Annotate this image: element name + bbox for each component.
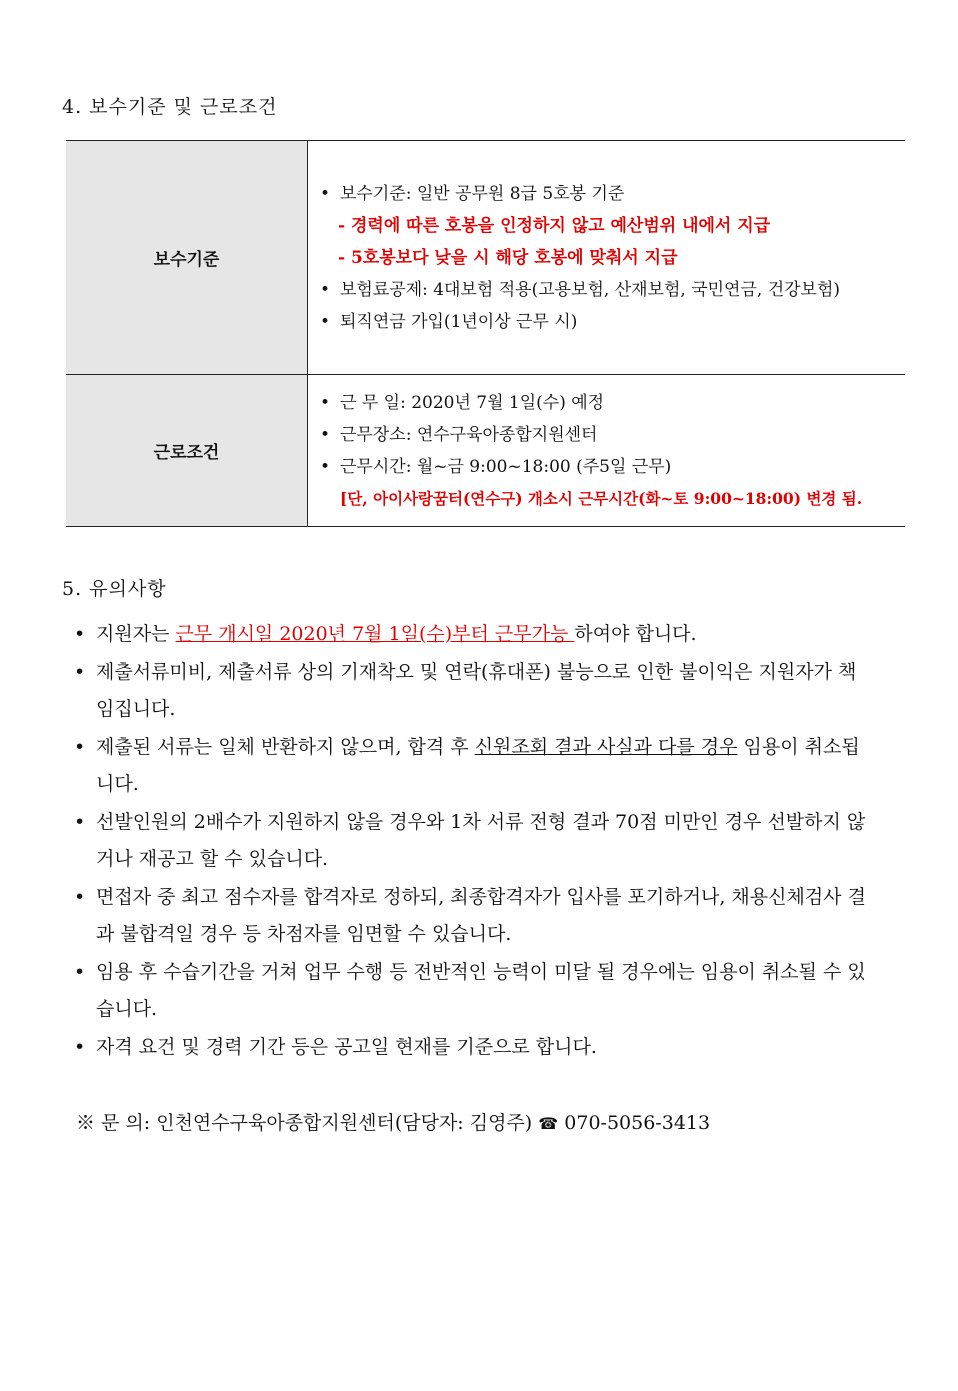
section4-title: 4. 보수기준 및 근로조건	[62, 96, 278, 118]
pay-line: • 보수기준: 일반 공무원 8급 5호봉 기준	[320, 183, 625, 204]
pay-line: • 퇴직연금 가입(1년이상 근무 시)	[320, 311, 578, 332]
telephone-icon: ☎	[538, 1114, 559, 1133]
list-item: • 선발인원의 2배수가 지원하지 않을 경우와 1차 서류 전형 결과 70점 미만인 경우 선발하지 않거나 재공고 할 수 있습니다.	[74, 810, 866, 870]
pay-note: - 5호봉보다 낮을 시 해당 호봉에 맞춰서 지급	[338, 247, 678, 268]
work-line: • 근무시간: 월~금 9:00~18:00 (주5일 근무)	[320, 456, 672, 477]
list-item: • 자격 요건 및 경력 기간 등은 공고일 현재를 기준으로 합니다.	[74, 1035, 597, 1058]
work-body	[308, 375, 906, 527]
work-line: • 근무장소: 연수구육아종합지원센터	[320, 424, 598, 445]
work-row	[66, 375, 905, 527]
section5-title: 5. 유의사항	[62, 578, 167, 600]
conditions-table	[66, 140, 905, 527]
pay-header: 보수기준	[66, 141, 308, 375]
pay-note: - 경력에 따른 호봉을 인정하지 않고 예산범위 내에서 지급	[338, 215, 771, 236]
contact-line	[76, 1108, 710, 1135]
work-header: 근로조건	[66, 375, 308, 527]
list-item: • 제출서류미비, 제출서류 상의 기재착오 및 연락(휴대폰) 불능으로 인한 불이익은 지원자가 책임집니다.	[74, 660, 857, 720]
pay-line: • 보험료공제: 4대보험 적용(고용보험, 산재보험, 국민연금, 건강보험)	[320, 279, 841, 300]
contact-phone: 070-5056-3413	[564, 1112, 711, 1134]
list-item: • 면접자 중 최고 점수자를 합격자로 정하되, 최종합격자가 입사를 포기하거나, 채용신체검사 결과 불합격일 경우 등 차점자를 임면할 수 있습니다.	[74, 885, 866, 945]
contact-text: ※ 문 의: 인천연수구육아종합지원센터(담당자: 김영주)	[76, 1112, 533, 1134]
list-item: • 임용 후 수습기간을 거쳐 업무 수행 등 전반적인 능력이 미달 될 경우에는 임용이 취소될 수 있습니다.	[74, 960, 866, 1020]
list-item: • 지원자는 근무 개시일 2020년 7월 1일(수)부터 근무가능 하여야 합니다.	[74, 623, 697, 645]
list-item: • 제출된 서류는 일체 반환하지 않으며, 합격 후 신원조회 결과 사실과 다를 경우 임용이 취소됩니다.	[74, 735, 860, 795]
work-line: • 근 무 일: 2020년 7월 1일(수) 예정	[320, 392, 605, 413]
pay-body	[308, 141, 906, 375]
notes-list	[74, 616, 874, 1066]
pay-row	[66, 141, 905, 375]
work-note: [단, 아이사랑꿈터(연수구) 개소시 근무시간(화~토 9:00~18:00) 변경 됨.	[340, 488, 863, 508]
